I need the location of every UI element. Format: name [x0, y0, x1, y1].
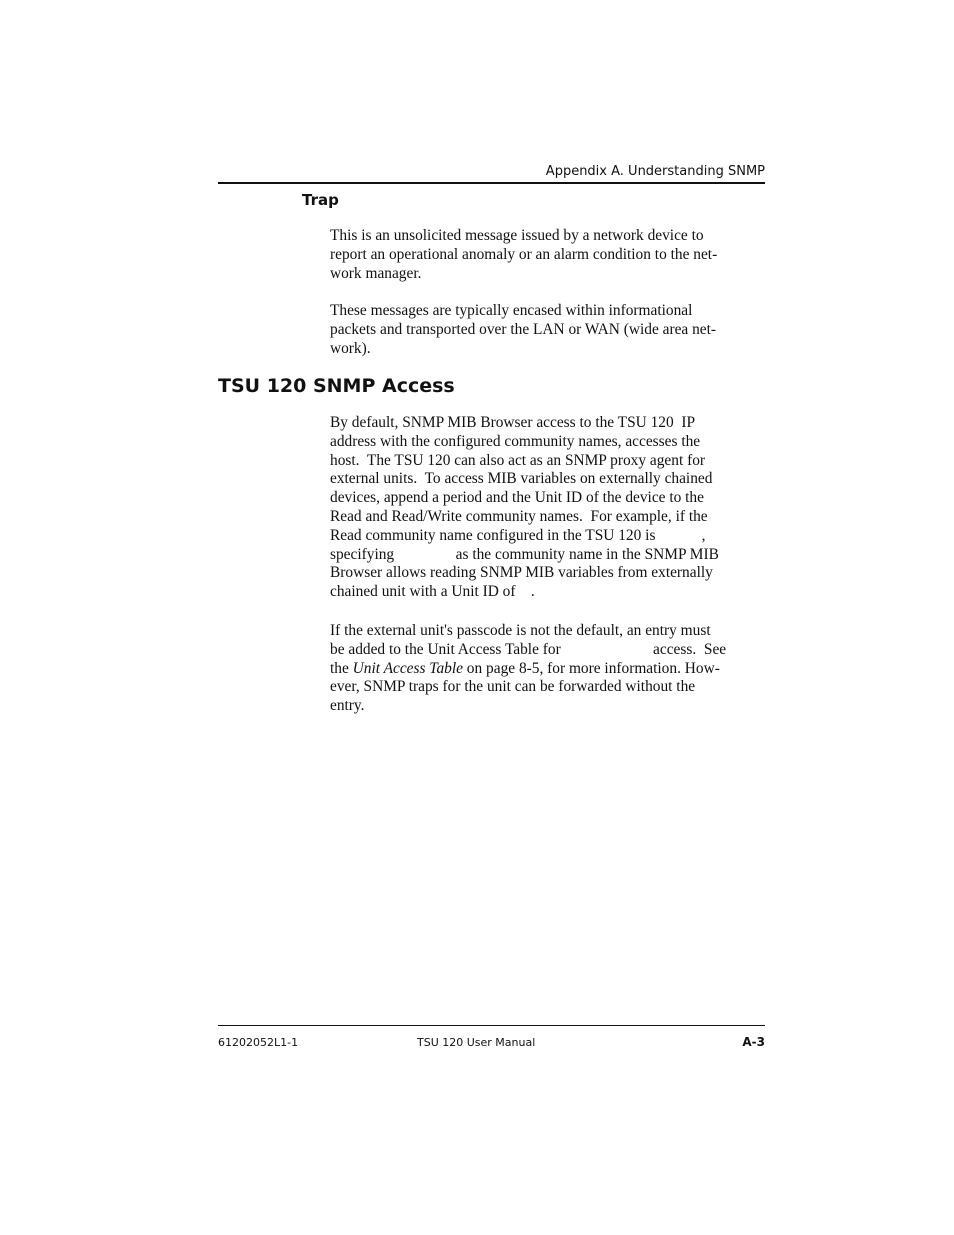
text-line: chained unit with a Unit ID of .: [330, 583, 535, 601]
text-line: ever, SNMP traps for the unit can be forwarded without the: [330, 678, 696, 696]
footer-divider: [218, 1025, 765, 1026]
text-line: packets and transported over the LAN or WAN (wide area net-: [330, 320, 717, 338]
text-line: These messages are typically encased within informational: [330, 302, 693, 319]
running-header: Appendix A. Understanding SNMP: [545, 164, 765, 179]
text-line: be added to the Unit Access Table for access. See: [330, 640, 727, 658]
text-line: work).: [330, 339, 371, 357]
text-line: specifying as the community name in the SNMP MIB: [330, 545, 719, 563]
text-line: work manager.: [330, 264, 422, 282]
text-line: [330, 660, 770, 679]
text-line: This is an unsolicited message issued by a network device to: [330, 227, 704, 244]
text-line: Read and Read/Write community names. For example, if the: [330, 507, 708, 525]
text-line: address with the configured community names, accesses the: [330, 432, 701, 450]
text-line: report an operational anomaly or an alarm condition to the net-: [330, 245, 718, 263]
text-line: host. The TSU 120 can also act as an SNMP proxy agent for: [330, 451, 706, 469]
text-line: external units. To access MIB variables on externally chained: [330, 470, 713, 488]
text-line: Browser allows reading SNMP MIB variables from externally: [330, 564, 713, 582]
text-run: on page 8-5, for more information. How-: [462, 659, 720, 677]
page-number: A-3: [742, 1035, 765, 1049]
trap-paragraph-1: [330, 227, 770, 283]
text-run: the: [330, 659, 353, 677]
unit-access-table-reference: Unit Access Table: [352, 659, 463, 677]
text-line: Read community name configured in the TSU 120 is ,: [330, 526, 706, 544]
trap-paragraph-2: [330, 302, 770, 358]
trap-heading: Trap: [302, 191, 339, 209]
text-line: devices, append a period and the Unit ID of the device to the: [330, 489, 704, 507]
text-line: If the external unit's passcode is not the default, an entry must: [330, 622, 711, 639]
section-heading: TSU 120 SNMP Access: [218, 375, 455, 397]
access-paragraph-2: [330, 622, 770, 716]
text-line: entry.: [330, 697, 365, 715]
access-paragraph-1: [330, 414, 770, 602]
text-line: By default, SNMP MIB Browser access to the TSU 120 IP: [330, 414, 696, 431]
header-divider: [218, 182, 765, 184]
manual-title: TSU 120 User Manual: [417, 1036, 536, 1049]
document-number: 61202052L1-1: [218, 1036, 299, 1049]
